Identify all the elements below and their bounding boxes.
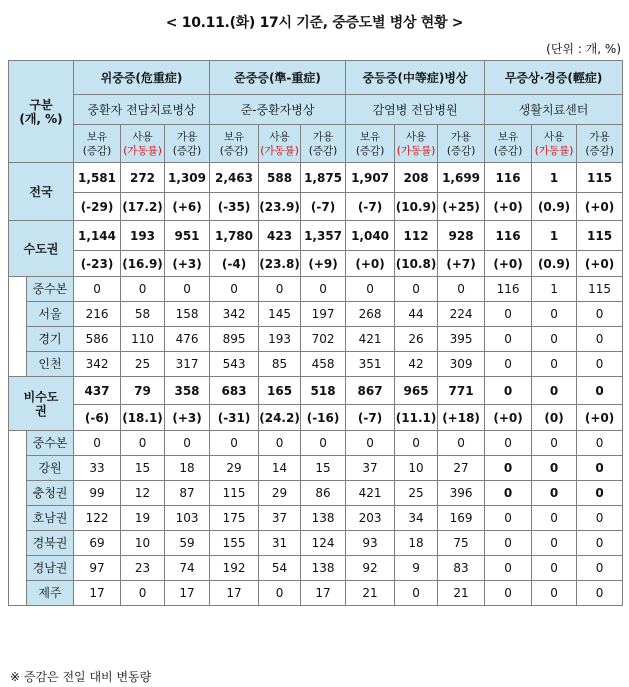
region-value-cell: 25	[395, 481, 438, 506]
sub-header-use: 사용 (가동률)	[121, 125, 165, 163]
region-value-cell: 0	[485, 556, 532, 581]
region-value-cell: 0	[259, 277, 301, 302]
region-value-cell: 10	[395, 456, 438, 481]
unit-label: (단위 : 개, %)	[546, 42, 621, 56]
region-value-cell: 17	[165, 581, 210, 606]
region-value-cell: 342	[74, 352, 121, 377]
region-row	[9, 431, 623, 456]
region-value-cell: 216	[74, 302, 121, 327]
value-cell: 437	[74, 377, 121, 405]
region-label: 서울	[27, 302, 74, 327]
facility-mild: 생활치료센터	[485, 95, 623, 125]
change-cell: (-16)	[301, 405, 346, 431]
region-value-cell: 543	[210, 352, 259, 377]
value-cell: 193	[121, 221, 165, 251]
change-cell: (-7)	[301, 193, 346, 221]
region-label: 중수본	[27, 277, 74, 302]
region-value-cell: 92	[346, 556, 395, 581]
region-value-cell: 0	[165, 431, 210, 456]
facility-critical: 중환자 전담치료병상	[74, 95, 210, 125]
region-value-cell: 0	[485, 431, 532, 456]
region-value-cell: 21	[438, 581, 485, 606]
region-value-cell: 33	[74, 456, 121, 481]
region-value-cell: 37	[259, 506, 301, 531]
region-value-cell: 103	[165, 506, 210, 531]
region-value-cell: 0	[532, 352, 577, 377]
region-value-cell: 0	[438, 431, 485, 456]
value-cell: 208	[395, 163, 438, 193]
value-cell: 1	[532, 163, 577, 193]
region-value-cell: 0	[577, 456, 623, 481]
region-label: 인천	[27, 352, 74, 377]
value-cell: 867	[346, 377, 395, 405]
value-cell: 771	[438, 377, 485, 405]
change-cell: (-4)	[210, 251, 259, 277]
region-indent	[9, 431, 27, 606]
change-cell: (+0)	[346, 251, 395, 277]
region-label: 호남권	[27, 506, 74, 531]
change-cell: (11.1)	[395, 405, 438, 431]
sub-header-hold: 보유 (증감)	[74, 125, 121, 163]
change-cell: (+9)	[301, 251, 346, 277]
region-value-cell: 138	[301, 556, 346, 581]
value-cell: 0	[577, 377, 623, 405]
region-value-cell: 26	[395, 327, 438, 352]
row-label: 비수도 권	[9, 377, 74, 431]
region-value-cell: 197	[301, 302, 346, 327]
value-cell: 272	[121, 163, 165, 193]
region-value-cell: 1	[532, 277, 577, 302]
change-cell: (+0)	[577, 405, 623, 431]
region-value-cell: 158	[165, 302, 210, 327]
region-value-cell: 351	[346, 352, 395, 377]
region-value-cell: 317	[165, 352, 210, 377]
value-cell: 1,357	[301, 221, 346, 251]
region-value-cell: 0	[395, 431, 438, 456]
value-cell: 1	[532, 221, 577, 251]
region-value-cell: 74	[165, 556, 210, 581]
row-label: 전국	[9, 163, 74, 221]
group-mild-header: 무증상·경증(輕症)	[485, 61, 623, 95]
region-value-cell: 85	[259, 352, 301, 377]
region-value-cell: 37	[346, 456, 395, 481]
region-value-cell: 0	[438, 277, 485, 302]
region-value-cell: 702	[301, 327, 346, 352]
region-value-cell: 9	[395, 556, 438, 581]
page-title: < 10.11.(화) 17시 기준, 중증도별 병상 현황 >	[165, 15, 464, 31]
change-cell: (16.9)	[121, 251, 165, 277]
region-value-cell: 86	[301, 481, 346, 506]
sub-header-use: 사용 (가동률)	[395, 125, 438, 163]
region-value-cell: 0	[532, 327, 577, 352]
region-value-cell: 0	[121, 431, 165, 456]
value-cell: 1,581	[74, 163, 121, 193]
region-value-cell: 0	[395, 277, 438, 302]
change-cell: (23.8)	[259, 251, 301, 277]
region-value-cell: 0	[485, 481, 532, 506]
region-row	[9, 581, 623, 606]
region-value-cell: 18	[395, 531, 438, 556]
region-value-cell: 458	[301, 352, 346, 377]
change-cell: (+7)	[438, 251, 485, 277]
region-value-cell: 155	[210, 531, 259, 556]
region-row	[9, 302, 623, 327]
corner-header: 구분 (개, %)	[9, 61, 74, 163]
region-value-cell: 0	[577, 581, 623, 606]
region-value-cell: 0	[577, 531, 623, 556]
value-cell: 1,907	[346, 163, 395, 193]
footnote: ※ 증감은 전일 대비 변동량	[10, 670, 152, 684]
region-label: 충청권	[27, 481, 74, 506]
region-value-cell: 0	[532, 456, 577, 481]
region-value-cell: 58	[121, 302, 165, 327]
region-value-cell: 19	[121, 506, 165, 531]
region-value-cell: 0	[577, 352, 623, 377]
region-value-cell: 0	[301, 431, 346, 456]
region-value-cell: 0	[121, 581, 165, 606]
value-cell: 0	[532, 377, 577, 405]
sub-header-use: 사용 (가동률)	[259, 125, 301, 163]
region-value-cell: 169	[438, 506, 485, 531]
region-label: 강원	[27, 456, 74, 481]
change-cell: (+0)	[577, 251, 623, 277]
region-value-cell: 14	[259, 456, 301, 481]
region-row	[9, 506, 623, 531]
region-row	[9, 327, 623, 352]
region-value-cell: 0	[74, 431, 121, 456]
change-cell: (+0)	[485, 405, 532, 431]
value-cell: 115	[577, 163, 623, 193]
region-value-cell: 17	[74, 581, 121, 606]
group-moderate-header: 중등증(中等症)병상	[346, 61, 485, 95]
region-value-cell: 0	[485, 581, 532, 606]
change-cell: (-23)	[74, 251, 121, 277]
region-label: 경북권	[27, 531, 74, 556]
region-value-cell: 10	[121, 531, 165, 556]
region-value-cell: 0	[577, 506, 623, 531]
region-value-cell: 0	[485, 531, 532, 556]
value-cell: 518	[301, 377, 346, 405]
region-value-cell: 87	[165, 481, 210, 506]
value-cell: 358	[165, 377, 210, 405]
region-value-cell: 0	[259, 431, 301, 456]
region-value-cell: 309	[438, 352, 485, 377]
region-label: 제주	[27, 581, 74, 606]
region-value-cell: 29	[259, 481, 301, 506]
region-value-cell: 421	[346, 481, 395, 506]
sub-header-use: 사용 (가동률)	[532, 125, 577, 163]
region-value-cell: 476	[165, 327, 210, 352]
region-value-cell: 0	[532, 581, 577, 606]
sub-header-hold: 보유 (증감)	[210, 125, 259, 163]
region-value-cell: 44	[395, 302, 438, 327]
region-value-cell: 0	[577, 327, 623, 352]
change-cell: (+25)	[438, 193, 485, 221]
region-value-cell: 12	[121, 481, 165, 506]
change-cell: (+0)	[485, 193, 532, 221]
region-value-cell: 18	[165, 456, 210, 481]
region-value-cell: 895	[210, 327, 259, 352]
region-value-cell: 17	[301, 581, 346, 606]
summary-row	[9, 221, 623, 251]
group-semi-critical-header: 준중증(準-重症)	[210, 61, 346, 95]
value-cell: 1,875	[301, 163, 346, 193]
region-value-cell: 0	[577, 481, 623, 506]
value-cell: 1,040	[346, 221, 395, 251]
region-value-cell: 0	[485, 352, 532, 377]
change-cell: (+18)	[438, 405, 485, 431]
change-cell: (+3)	[165, 251, 210, 277]
change-cell: (23.9)	[259, 193, 301, 221]
region-value-cell: 145	[259, 302, 301, 327]
region-value-cell: 23	[121, 556, 165, 581]
region-row	[9, 556, 623, 581]
region-value-cell: 0	[346, 431, 395, 456]
region-value-cell: 25	[121, 352, 165, 377]
change-cell: (10.9)	[395, 193, 438, 221]
region-value-cell: 0	[577, 302, 623, 327]
region-value-cell: 138	[301, 506, 346, 531]
group-critical-header: 위중증(危重症)	[74, 61, 210, 95]
value-cell: 0	[485, 377, 532, 405]
value-cell: 112	[395, 221, 438, 251]
value-cell: 116	[485, 221, 532, 251]
summary-row	[9, 377, 623, 405]
region-value-cell: 99	[74, 481, 121, 506]
region-value-cell: 0	[301, 277, 346, 302]
region-value-cell: 0	[532, 431, 577, 456]
region-value-cell: 0	[74, 277, 121, 302]
region-value-cell: 0	[532, 506, 577, 531]
row-label: 수도권	[9, 221, 74, 277]
region-label: 경남권	[27, 556, 74, 581]
region-value-cell: 110	[121, 327, 165, 352]
region-value-cell: 42	[395, 352, 438, 377]
region-value-cell: 0	[532, 302, 577, 327]
summary-row	[9, 163, 623, 193]
change-cell: (10.8)	[395, 251, 438, 277]
value-cell: 165	[259, 377, 301, 405]
value-cell: 115	[577, 221, 623, 251]
region-row	[9, 481, 623, 506]
change-cell: (-7)	[346, 405, 395, 431]
change-cell: (-7)	[346, 193, 395, 221]
region-row	[9, 456, 623, 481]
region-value-cell: 27	[438, 456, 485, 481]
region-value-cell: 0	[532, 556, 577, 581]
value-cell: 1,309	[165, 163, 210, 193]
region-value-cell: 0	[485, 327, 532, 352]
region-value-cell: 31	[259, 531, 301, 556]
facility-moderate: 감염병 전담병원	[346, 95, 485, 125]
change-cell: (+3)	[165, 405, 210, 431]
region-value-cell: 268	[346, 302, 395, 327]
sub-header-avail: 가용 (증감)	[301, 125, 346, 163]
region-value-cell: 0	[395, 581, 438, 606]
region-value-cell: 0	[259, 581, 301, 606]
region-value-cell: 192	[210, 556, 259, 581]
facility-semi-critical: 준-중환자병상	[210, 95, 346, 125]
region-value-cell: 224	[438, 302, 485, 327]
sub-header-hold: 보유 (증감)	[346, 125, 395, 163]
region-value-cell: 122	[74, 506, 121, 531]
region-value-cell: 69	[74, 531, 121, 556]
change-cell: (+0)	[577, 193, 623, 221]
region-value-cell: 116	[485, 277, 532, 302]
change-cell: (0.9)	[532, 193, 577, 221]
change-cell: (-31)	[210, 405, 259, 431]
region-value-cell: 34	[395, 506, 438, 531]
region-value-cell: 21	[346, 581, 395, 606]
value-cell: 1,144	[74, 221, 121, 251]
change-cell: (0)	[532, 405, 577, 431]
region-value-cell: 203	[346, 506, 395, 531]
region-value-cell: 0	[121, 277, 165, 302]
region-value-cell: 75	[438, 531, 485, 556]
region-value-cell: 115	[210, 481, 259, 506]
region-value-cell: 0	[485, 302, 532, 327]
change-cell: (17.2)	[121, 193, 165, 221]
value-cell: 116	[485, 163, 532, 193]
region-value-cell: 0	[165, 277, 210, 302]
region-value-cell: 342	[210, 302, 259, 327]
value-cell: 683	[210, 377, 259, 405]
region-value-cell: 17	[210, 581, 259, 606]
value-cell: 423	[259, 221, 301, 251]
value-cell: 951	[165, 221, 210, 251]
change-cell: (-29)	[74, 193, 121, 221]
region-value-cell: 54	[259, 556, 301, 581]
region-row	[9, 277, 623, 302]
value-cell: 1,699	[438, 163, 485, 193]
region-value-cell: 29	[210, 456, 259, 481]
region-value-cell: 97	[74, 556, 121, 581]
value-cell: 928	[438, 221, 485, 251]
region-row	[9, 352, 623, 377]
change-cell: (18.1)	[121, 405, 165, 431]
region-value-cell: 15	[301, 456, 346, 481]
region-value-cell: 193	[259, 327, 301, 352]
region-value-cell: 0	[346, 277, 395, 302]
region-value-cell: 175	[210, 506, 259, 531]
region-indent	[9, 277, 27, 377]
sub-header-avail: 가용 (증감)	[165, 125, 210, 163]
region-value-cell: 93	[346, 531, 395, 556]
region-label: 경기	[27, 327, 74, 352]
value-cell: 588	[259, 163, 301, 193]
change-cell: (-6)	[74, 405, 121, 431]
change-row	[9, 251, 623, 277]
region-value-cell: 0	[577, 431, 623, 456]
region-value-cell: 0	[577, 556, 623, 581]
region-value-cell: 396	[438, 481, 485, 506]
region-value-cell: 0	[532, 531, 577, 556]
region-value-cell: 83	[438, 556, 485, 581]
region-label: 중수본	[27, 431, 74, 456]
sub-header-avail: 가용 (증감)	[438, 125, 485, 163]
value-cell: 965	[395, 377, 438, 405]
region-value-cell: 0	[485, 506, 532, 531]
change-cell: (24.2)	[259, 405, 301, 431]
region-row	[9, 531, 623, 556]
value-cell: 79	[121, 377, 165, 405]
change-row	[9, 405, 623, 431]
region-value-cell: 0	[485, 456, 532, 481]
region-value-cell: 586	[74, 327, 121, 352]
change-cell: (+0)	[485, 251, 532, 277]
value-cell: 1,780	[210, 221, 259, 251]
region-value-cell: 59	[165, 531, 210, 556]
region-value-cell: 421	[346, 327, 395, 352]
region-value-cell: 0	[532, 481, 577, 506]
region-value-cell: 0	[210, 277, 259, 302]
region-value-cell: 115	[577, 277, 623, 302]
sub-header-hold: 보유 (증감)	[485, 125, 532, 163]
region-value-cell: 124	[301, 531, 346, 556]
value-cell: 2,463	[210, 163, 259, 193]
region-value-cell: 0	[210, 431, 259, 456]
change-cell: (+6)	[165, 193, 210, 221]
sub-header-avail: 가용 (증감)	[577, 125, 623, 163]
change-cell: (-35)	[210, 193, 259, 221]
bed-status-table	[8, 60, 623, 606]
region-value-cell: 15	[121, 456, 165, 481]
change-row	[9, 193, 623, 221]
change-cell: (0.9)	[532, 251, 577, 277]
region-value-cell: 395	[438, 327, 485, 352]
